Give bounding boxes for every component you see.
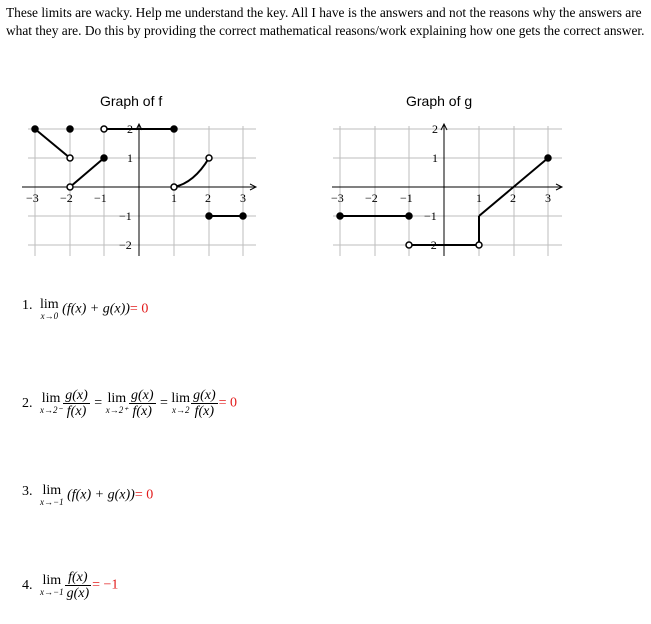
graph-g-axes [332, 124, 562, 256]
limit-subscript: x→−1 [40, 497, 64, 507]
x-tick: 3 [240, 191, 246, 205]
fraction [129, 388, 156, 419]
limit-subscript: x→2⁻ [40, 405, 63, 415]
limit-operator: lim x→2⁻ [40, 391, 63, 415]
y-tick: 2 [432, 122, 438, 136]
closed-dot [240, 213, 246, 219]
y-tick: 2 [127, 122, 133, 136]
limit-subscript: x→2⁺ [105, 405, 128, 415]
fraction [191, 388, 218, 419]
y-tick: −2 [424, 238, 437, 252]
denominator: f(x) [194, 404, 215, 419]
closed-dot [32, 126, 38, 132]
y-tick: −1 [424, 209, 437, 223]
answer: = 0 [129, 301, 149, 317]
closed-dot [406, 213, 412, 219]
limit-operator: lim x→2⁺ [105, 391, 128, 415]
limit-operator: lim x→2 [171, 391, 191, 415]
x-tick: 1 [476, 191, 482, 205]
closed-dot [206, 213, 212, 219]
y-tick: −1 [119, 209, 132, 223]
f-segment [35, 129, 70, 158]
answer: = 0 [134, 487, 154, 503]
intro-text: These limits are wacky. Help me understand the key. All I have is the answers and not the reasons why the answers are what they are. Do this by providing the correct mathematical reasons/work explaining how one gets the correct answer. [6, 5, 645, 38]
numerator: g(x) [130, 388, 154, 403]
answer: = 0 [218, 395, 238, 411]
open-dot [406, 242, 412, 248]
closed-dot [101, 155, 107, 161]
fraction [65, 570, 92, 601]
graph-g-title: Graph of g [406, 93, 473, 109]
x-tick: −2 [60, 191, 73, 205]
fraction [63, 388, 90, 419]
y-tick: 1 [432, 151, 438, 165]
problem-number: 4. [22, 578, 33, 593]
x-tick: −3 [331, 191, 344, 205]
x-tick: −1 [400, 191, 413, 205]
limit-subscript: x→2 [171, 405, 190, 415]
denominator: g(x) [66, 586, 90, 601]
closed-dot [171, 126, 177, 132]
problem-number: 2. [22, 396, 33, 411]
limit-subscript: x→0 [40, 311, 59, 321]
x-tick: −3 [26, 191, 39, 205]
open-dot [67, 184, 73, 190]
f-segment [174, 158, 209, 187]
open-dot [206, 155, 212, 161]
open-dot [67, 155, 73, 161]
limit-operator: lim x→−1 [40, 573, 64, 597]
numerator: g(x) [193, 388, 216, 403]
problem-number: 1. [22, 298, 33, 313]
expression: (f(x) + g(x)) [62, 301, 130, 317]
answer: = −1 [92, 577, 119, 593]
limit-operator: lim x→0 [40, 297, 59, 321]
x-tick: 1 [171, 191, 177, 205]
numerator: f(x) [65, 570, 92, 586]
denominator: f(x) [132, 404, 152, 419]
equals: = [160, 395, 168, 411]
numerator: g(x) [65, 388, 88, 403]
open-dot [476, 242, 482, 248]
f-segment [70, 158, 104, 187]
x-tick: −2 [365, 191, 378, 205]
x-tick: −1 [94, 191, 107, 205]
open-dot [101, 126, 107, 132]
problem-number: 3. [22, 484, 33, 499]
x-tick: 2 [510, 191, 516, 205]
closed-dot [67, 126, 73, 132]
expression: (f(x) + g(x)) [67, 487, 135, 503]
x-tick: 2 [205, 191, 211, 205]
graph-g-x-ticks [331, 191, 551, 205]
graph-f-title: Graph of f [100, 93, 163, 109]
graph-f [18, 88, 268, 263]
graph-g [330, 88, 580, 263]
graph-f-x-ticks [26, 191, 246, 205]
y-tick: −2 [119, 238, 132, 252]
limit-subscript: x→−1 [40, 587, 64, 597]
open-dot [171, 184, 177, 190]
closed-dot [337, 213, 343, 219]
y-tick: 1 [127, 151, 133, 165]
equals: = [94, 395, 103, 411]
denominator: f(x) [66, 404, 87, 419]
graph-f-axes [22, 124, 256, 256]
closed-dot [545, 155, 551, 161]
x-tick: 3 [545, 191, 551, 205]
limit-operator: lim x→−1 [40, 483, 64, 507]
